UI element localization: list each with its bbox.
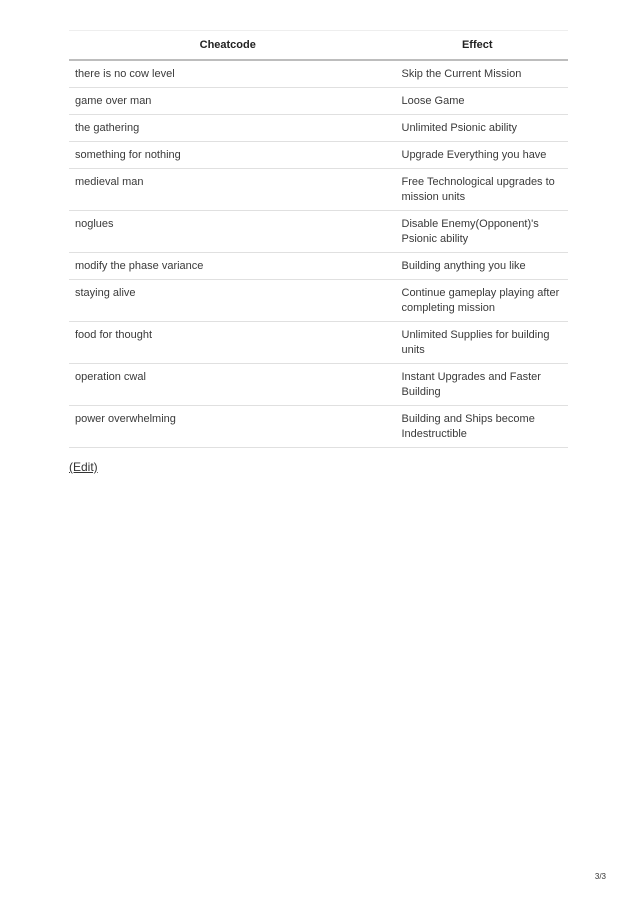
cheatcode-cell: medieval man — [69, 169, 387, 211]
effect-cell: Building anything you like — [387, 253, 569, 280]
cheatcode-cell: food for thought — [69, 322, 387, 364]
table-row — [69, 253, 568, 280]
cheatcode-cell: noglues — [69, 211, 387, 253]
cheatcode-cell: there is no cow level — [69, 60, 387, 88]
page-number: 3/3 — [594, 872, 606, 881]
table-row — [69, 364, 568, 406]
table-row — [69, 322, 568, 364]
effect-cell: Upgrade Everything you have — [387, 142, 569, 169]
table-row — [69, 88, 568, 115]
cheatcode-cell: staying alive — [69, 280, 387, 322]
table-row — [69, 280, 568, 322]
cheatcode-cell: something for nothing — [69, 142, 387, 169]
cheatcode-cell: modify the phase variance — [69, 253, 387, 280]
table-row — [69, 169, 568, 211]
effect-cell: Unlimited Supplies for building units — [387, 322, 569, 364]
effect-cell: Skip the Current Mission — [387, 60, 569, 88]
effect-cell: Building and Ships become Indestructible — [387, 406, 569, 448]
edit-link[interactable]: (Edit) — [69, 460, 98, 474]
header-effect: Effect — [387, 31, 569, 61]
table-row — [69, 115, 568, 142]
effect-cell: Loose Game — [387, 88, 569, 115]
table-row — [69, 60, 568, 88]
cheatcode-cell: game over man — [69, 88, 387, 115]
effect-cell: Free Technological upgrades to mission units — [387, 169, 569, 211]
cheatcode-cell: operation cwal — [69, 364, 387, 406]
table-header-row — [69, 31, 568, 61]
table-row — [69, 142, 568, 169]
cheatcode-table — [69, 30, 568, 448]
header-cheatcode: Cheatcode — [69, 31, 387, 61]
effect-cell: Instant Upgrades and Faster Building — [387, 364, 569, 406]
cheatcode-cell: power overwhelming — [69, 406, 387, 448]
table-row — [69, 406, 568, 448]
cheatcode-cell: the gathering — [69, 115, 387, 142]
effect-cell: Continue gameplay playing after completing mission — [387, 280, 569, 322]
effect-cell: Disable Enemy(Opponent)'s Psionic ability — [387, 211, 569, 253]
table-row — [69, 211, 568, 253]
effect-cell: Unlimited Psionic ability — [387, 115, 569, 142]
